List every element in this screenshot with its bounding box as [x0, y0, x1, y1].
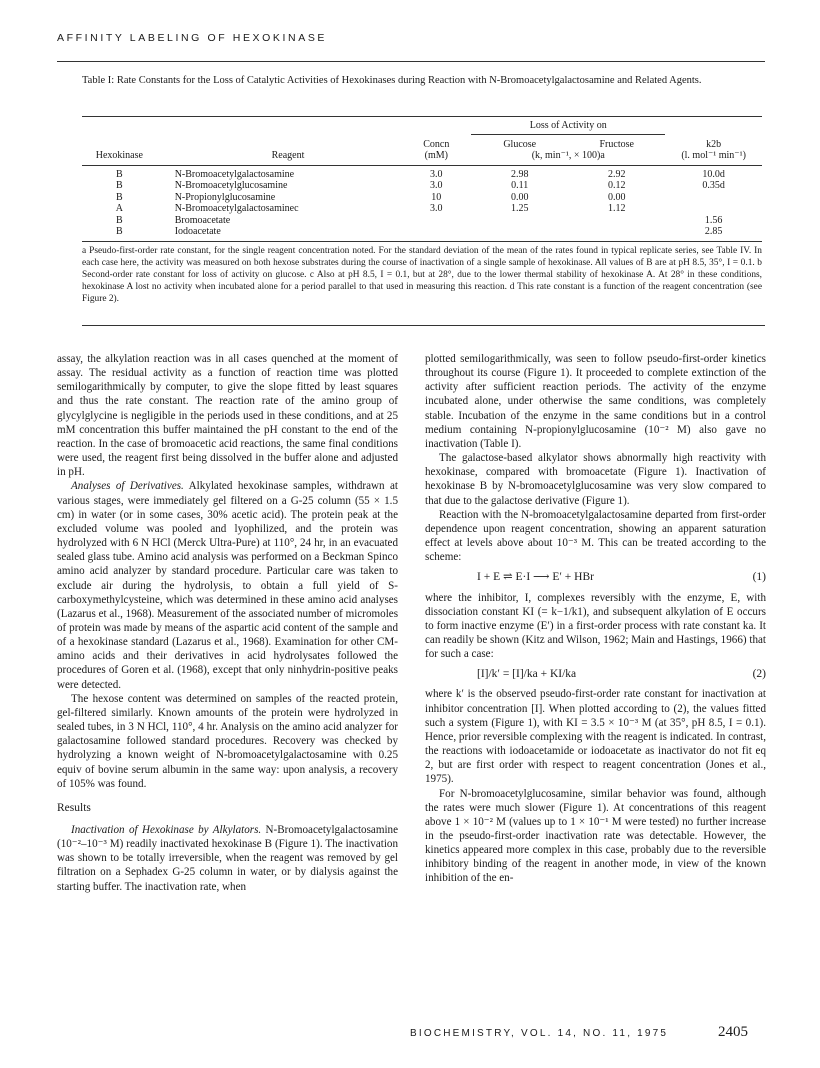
running-head: AFFINITY LABELING OF HEXOKINASE — [57, 32, 328, 44]
table-footnote: a Pseudo-first-order rate constant, for the single reagent concentration noted. For the standard deviation of the mean of the rates found in typical replicate series, see Table IV. In each case here, the activity was measured on both hexose substrates during the course of inactivation of a single sample of hexokinase. All values of B are at pH 8.5, 35°, I = 0.1. b Second-order rate constant for loss of activity on glucose. c Also at pH 8.5, I = 0.1, but at 28°, due to the lower thermal stability of hexokinase A. At 28° in these conditions, hexokinase A lost no activity when incubated alone for a period parallel to that used in measuring this reaction. d This rate constant is a function of the reagent concentration (see Figure 2). — [82, 246, 762, 305]
concn-units-header: (mM) — [424, 150, 448, 161]
paragraph: Inactivation of Hexokinase by Alkylators. N-Bromoacetylgalactosamine (10⁻²–10⁻³ M) readily inactivated hexokinase B (Figure 1). The inactivation was shown to be totally irreversible, when the reagent was removed by gel filtration on a Sephadex G-25 column in water, or by dialysis against the starting buffer. The inactivation rate, when — [57, 824, 398, 893]
k2-header: k2b — [706, 138, 722, 150]
glucose-header: Glucose — [503, 138, 537, 150]
paragraph: The hexose content was determined on samples of the reacted protein, gel-filtered similarly. Known amounts of the protein were hydrolyzed in sealed tubes, in 3 N HCl, 110°, 4 hr. Analysis on the amino acid analyzer for galactosamine followed standard procedures. Recovery was checked by hydrolyzing a known weight of N-bromoacetylgalactosamine with 0.25 equiv of bovine serum albumin in the same way: upon analysis, a recovery of 105% was found. — [57, 692, 398, 790]
fructose-header: Fructose — [599, 138, 634, 150]
equation-1-number: (1) — [752, 571, 766, 584]
table-row: B Bromoacetate 1.56 — [116, 214, 723, 226]
reagent-header: Reagent — [271, 150, 305, 161]
paragraph: plotted semilogarithmically, was seen to follow pseudo-first-order kinetics throughout its course (Figure 1). It proceeded to complete extinction of the activity after sufficient reaction periods. The activity of the enzyme incubated alone, under otherwise the same conditions, was completely stable. Incubation of the enzyme in the same conditions but in a control medium containing N-propionylglucosamine (10⁻² M) also gave no inactivation (Table I). — [425, 353, 766, 450]
table-row: A N-Bromoacetylgalactosaminec 3.0 1.25 1.12 — [115, 203, 626, 214]
equation-1 — [425, 570, 766, 584]
section-heading: Results — [57, 801, 91, 814]
table-row: B N-Bromoacetylgalactosamine 3.0 2.98 2.92 10.0d — [116, 168, 725, 180]
table-row: B N-Propionylglucosamine 10 0.00 0.00 — [116, 191, 626, 203]
journal-footer: BIOCHEMISTRY, VOL. 14, NO. 11, 1975 — [410, 1028, 669, 1039]
paragraph: where the inhibitor, I, complexes reversibly with the enzyme, E, with dissociation constant KI (= k−1/k1), and subsequent alkylation of E occurs to form inactive enzyme (E′) in a first-order process with rate constant ka. It can readily be shown (Kitz and Wilson, 1962; Main and Hastings, 1966) that for such a case: — [425, 591, 766, 661]
concn-header: Concn — [423, 138, 450, 150]
hexokinase-header: Hexokinase — [95, 150, 143, 161]
equation-2-number: (2) — [752, 668, 766, 681]
paragraph: where k′ is the observed pseudo-first-order rate constant for inactivation at inhibitor concentration [I]. When plotted according to (2), the values fitted such a system (Figure 1), with KI = 3.5 × 10⁻³ M (at 35°, pH 8.5, I = 0.1). Hence, prior reversible complexing with the reagent is indicated. In contrast, the reactions with iodoacetamide or iodoacetate as inactivator do not fit eq 2, but are first order with respect to reagent concentration (Jones et al., 1975). — [425, 688, 766, 786]
paragraph: Reaction with the N-bromoacetylgalactosamine departed from first-order dependence upon reagent concentration, showing an apparent saturation effect at levels above about 10⁻³ M. This can be treated according to the scheme: — [425, 508, 766, 564]
left-column — [57, 352, 398, 894]
table-row: B N-Bromoacetylglucosamine 3.0 0.11 0.12 0.35d — [116, 180, 725, 191]
subsection-title: Analyses of Derivatives. — [71, 480, 184, 493]
subsection-title: Inactivation of Hexokinase by Alkylators. — [71, 824, 262, 836]
table-row: B Iodoacetate 2.85 — [82, 226, 762, 241]
top-rule — [57, 61, 765, 62]
footnote-rule — [82, 325, 765, 326]
loss-of-activity-header: Loss of Activity on — [471, 117, 665, 135]
k-units-header: (k, min⁻¹, × 100)a — [531, 150, 605, 161]
equation-1-body: I + E ⇌ E·I ⟶ E′ + HBr — [477, 571, 594, 584]
equation-2-body: [I]/k′ = [I]/ka + KI/ka — [477, 668, 577, 681]
paragraph: The galactose-based alkylator shows abnormally high reactivity with hexokinase, compared with bromoacetate (Figure 1). Inactivation of hexokinase B by N-bromoacetylglucosamine was very slow compared to that due to the galactose derivative (Figure 1). — [425, 452, 766, 507]
paragraph: For N-bromoacetylglucosamine, similar behavior was found, although the rates were much slower (Figure 1). At concentrations of this reagent above 1 × 10⁻² M (values up to 1 × 10⁻¹ M were tested) no further increase in the pseudo-first-order inactivation rate was detectable. However, the kinetics appeared more complex in this case, probably due to the reversible inhibitory binding of the reagent in another mode, in view of the known inhibition of the en- — [425, 787, 766, 885]
paragraph: Analyses of Derivatives. Alkylated hexokinase samples, withdrawn at various stages, were immediately gel filtered on a G-25 column (55 × 1.5 cm) in water (or in some cases, 30% acetic acid). The protein peak at the excluded volume was pooled and lyophilized, and the protein was hydrolyzed with 6 N HCl (Merck Ultra-Pure) at 110°, 24 hr, in an evacuated sealed glass tube. Amino acid analysis was performed on a Beckman Spinco amino acid analyzer by standard procedure. Particular care was taken to exclude air during the hydrolysis, to obtain a full yield of S-carboxymethylcysteine, which was determined in these amino acid analyses (Lazarus et al., 1968). Measurement of the associated number of micromoles of protein was made by means of the aspartic acid content of the sample and of a hexokinase standard (Lazarus et al., 1968). Examination for other CM-amino acids and their derivatives in acid hydrolysates followed the procedures of Goren et al. (1968), except that only ninhydrin-positive peaks were detected. — [57, 480, 399, 691]
equation-2 — [425, 667, 766, 681]
rate-constants-table — [82, 116, 762, 242]
table-caption: Table I: Rate Constants for the Loss of Catalytic Activities of Hexokinases during Reaction with N-Bromoacetylgalactosamine and Related Agents. — [82, 75, 702, 86]
page-number: 2405 — [718, 1024, 748, 1040]
right-column — [425, 352, 766, 886]
k2-units-header: (l. mol⁻¹ min⁻¹) — [681, 150, 746, 161]
paragraph: assay, the alkylation reaction was in all cases quenched at the moment of assay. The residual activity as a function of reaction time was plotted semilogarithmically by computer, to give the slope fitted by least squares and thus the rate constant. The reaction rate of the amino group of glycylglycine is negligible in the periods used in these conditions, and at 25 mM concentration this buffer maintained the pH constant to the end of the reaction. In the case of bromoacetic acid reactions, the same final conditions were used, the reagent first being dissolved in the buffer alone and adjusted in pH. — [57, 353, 398, 479]
